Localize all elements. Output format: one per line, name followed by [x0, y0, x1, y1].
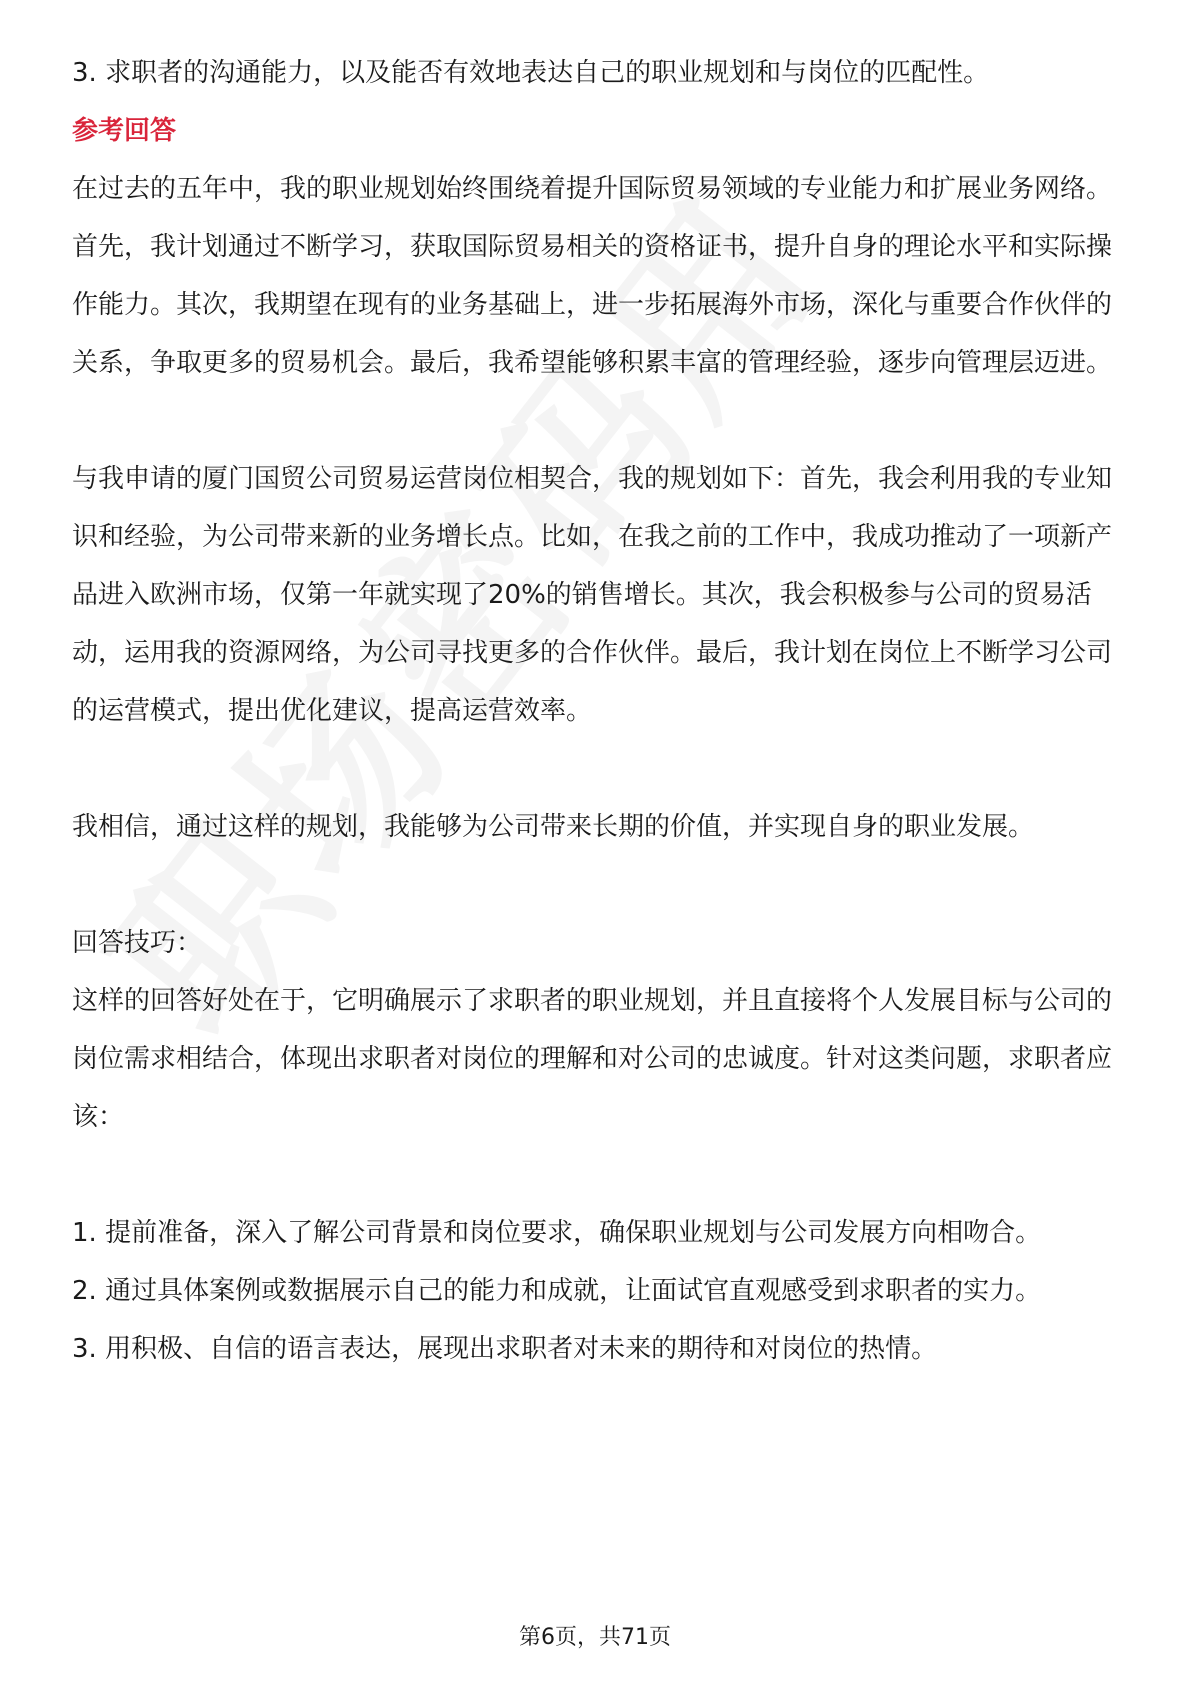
answer-paragraph-3: 我相信，通过这样的规划，我能够为公司带来长期的价值，并实现自身的职业发展。	[72, 812, 1035, 842]
tips-intro: 这样的回答好处在于，它明确展示了求职者的职业规划，并且直接将个人发展目标与公司的岗位需求相结合，体现出求职者对岗位的理解和对公司的忠诚度。针对这类问题，求职者应该：	[72, 986, 1113, 1132]
tips-item-2: 2. 通过具体案例或数据展示自己的能力和成就，让面试官直观感受到求职者的实力。	[72, 1276, 1042, 1306]
tips-item-1: 1. 提前准备，深入了解公司背景和岗位要求，确保职业规划与公司发展方向相吻合。	[72, 1218, 1042, 1248]
answer-paragraph-1: 在过去的五年中，我的职业规划始终围绕着提升国际贸易领域的专业能力和扩展业务网络。首先，我计划通过不断学习，获取国际贸易相关的资格证书，提升自身的理论水平和实际操作能力。其次，我期望在现有的业务基础上，进一步拓展海外市场，深化与重要合作伙伴的关系，争取更多的贸易机会。最后，我希望能够积累丰富的管理经验，逐步向管理层迈进。	[72, 174, 1113, 378]
document-body	[72, 44, 1122, 1378]
page-footer: 第6页，共71页	[519, 1625, 671, 1650]
top-list-item: 3. 求职者的沟通能力，以及能否有效地表达自己的职业规划和与岗位的匹配性。	[72, 58, 990, 88]
answer-paragraph-2: 与我申请的厦门国贸公司贸易运营岗位相契合，我的规划如下：首先，我会利用我的专业知识和经验，为公司带来新的业务增长点。比如，在我之前的工作中，我成功推动了一项新产品进入欧洲市场，仅第一年就实现了20%的销售增长。其次，我会积极参与公司的贸易活动，运用我的资源网络，为公司寻找更多的合作伙伴。最后，我计划在岗位上不断学习公司的运营模式，提出优化建议，提高运营效率。	[72, 464, 1113, 726]
answer-heading: 参考回答	[72, 116, 177, 146]
tips-item-3: 3. 用积极、自信的语言表达，展现出求职者对未来的期待和对岗位的热情。	[72, 1334, 938, 1364]
tips-heading: 回答技巧：	[72, 928, 203, 958]
